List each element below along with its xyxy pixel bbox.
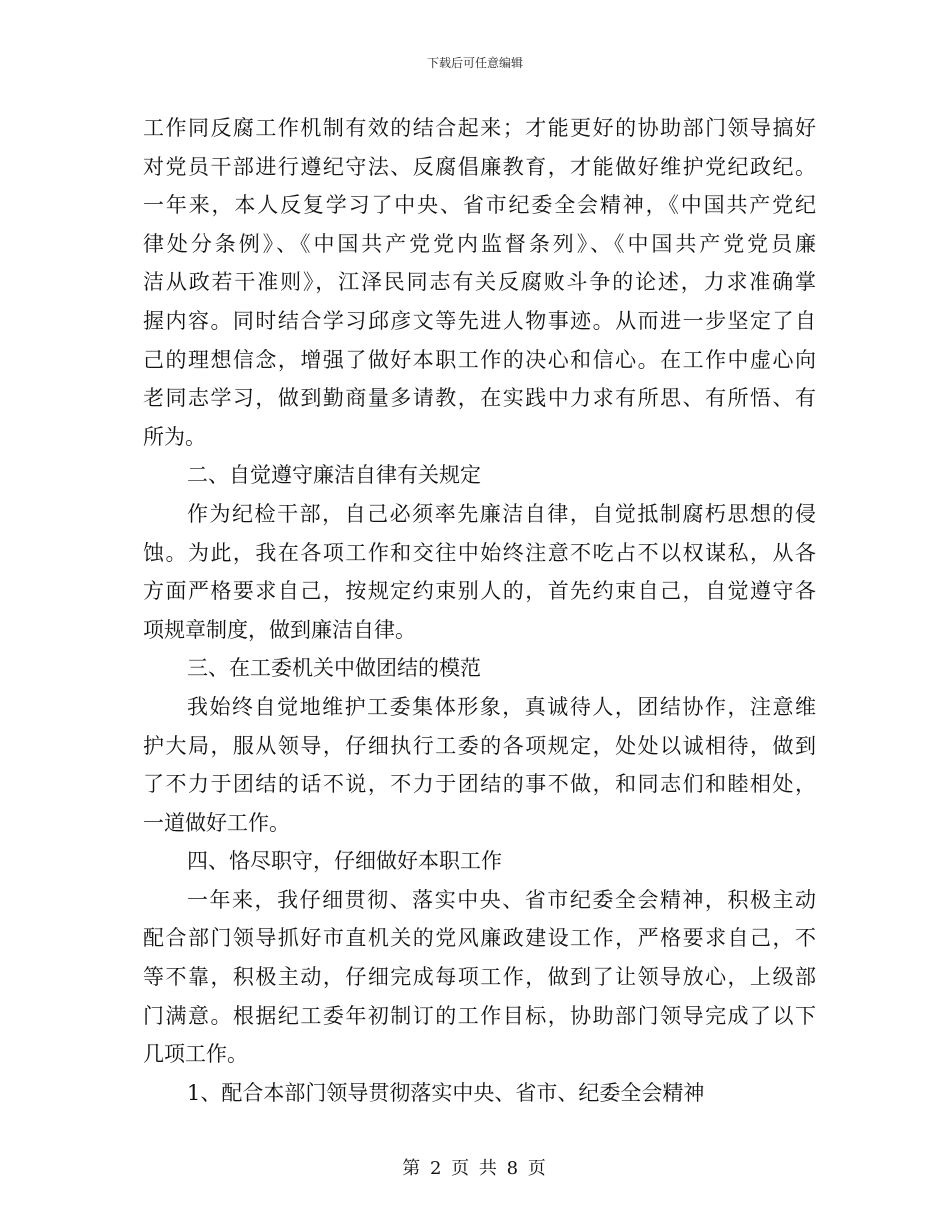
text-line: 护大局，服从领导，仔细执行工委的各项规定，处处以诚相待，做到 [143,733,816,758]
text-line: 门满意。根据纪工委年初制订的工作目标，协助部门领导完成了以下 [143,1003,816,1028]
section-heading: 四、恪尽职守，仔细做好本职工作 [187,849,502,874]
text-line: 我始终自觉地维护工委集体形象，真诚待人，团结协作，注意维 [187,694,816,719]
text-line: 蚀。为此，我在各项工作和交往中始终注意不吃占不以权谋私，从各 [143,540,816,565]
text-line: 对党员干部进行遵纪守法、反腐倡廉教育，才能做好维护党纪政纪。 [143,154,816,179]
text-line: 1、配合本部门领导贯彻落实中央、省市、纪委全会精神 [187,1080,705,1105]
text-line: 己的理想信念，增强了做好本职工作的决心和信心。在工作中虚心向 [143,347,816,372]
text-line: 几项工作。 [143,1042,248,1067]
section-heading: 三、在工委机关中做团结的模范 [187,656,481,681]
text-line: 项规章制度，做到廉洁自律。 [143,617,416,642]
text-line: 老同志学习，做到勤商量多请教，在实践中力求有所思、有所悟、有 [143,386,816,411]
document-body [143,109,816,1112]
text-line: 配合部门领导抓好市直机关的党风廉政建设工作，严格要求自己，不 [143,926,816,951]
text-line: 了不力于团结的话不说，不力于团结的事不做，和同志们和睦相处， [143,772,816,797]
text-line: 方面严格要求自己，按规定约束别人的，首先约束自己，自觉遵守各 [143,579,816,604]
text-line: 洁从政若干准则》，江泽民同志有关反腐败斗争的论述，力求准确掌 [143,270,816,295]
text-line: 等不靠，积极主动，仔细完成每项工作，做到了让领导放心，上级部 [143,965,816,990]
text-line: 一年来，本人反复学习了中央、省市纪委全会精神，《中国共产党纪 [143,193,816,218]
page-header: 下载后可任意编辑 [426,56,523,70]
text-line: 律处分条例》、《中国共产党党内监督条列》、《中国共产党党员廉 [143,231,816,256]
text-line: 一道做好工作。 [143,810,290,835]
text-line: 握内容。同时结合学习邱彦文等先进人物事迹。从而进一步坚定了自 [143,308,816,333]
text-line: 作为纪检干部，自己必须率先廉洁自律，自觉抵制腐朽思想的侵 [187,501,816,526]
text-line: 所为。 [143,424,206,449]
text-line: 工作同反腐工作机制有效的结合起来；才能更好的协助部门领导搞好 [143,116,816,140]
text-line: 一年来，我仔细贯彻、落实中央、省市纪委全会精神，积极主动 [187,887,816,912]
section-heading: 二、自觉遵守廉洁自律有关规定 [187,463,481,488]
page-footer: 第 2 页 共 8 页 [402,1158,548,1179]
